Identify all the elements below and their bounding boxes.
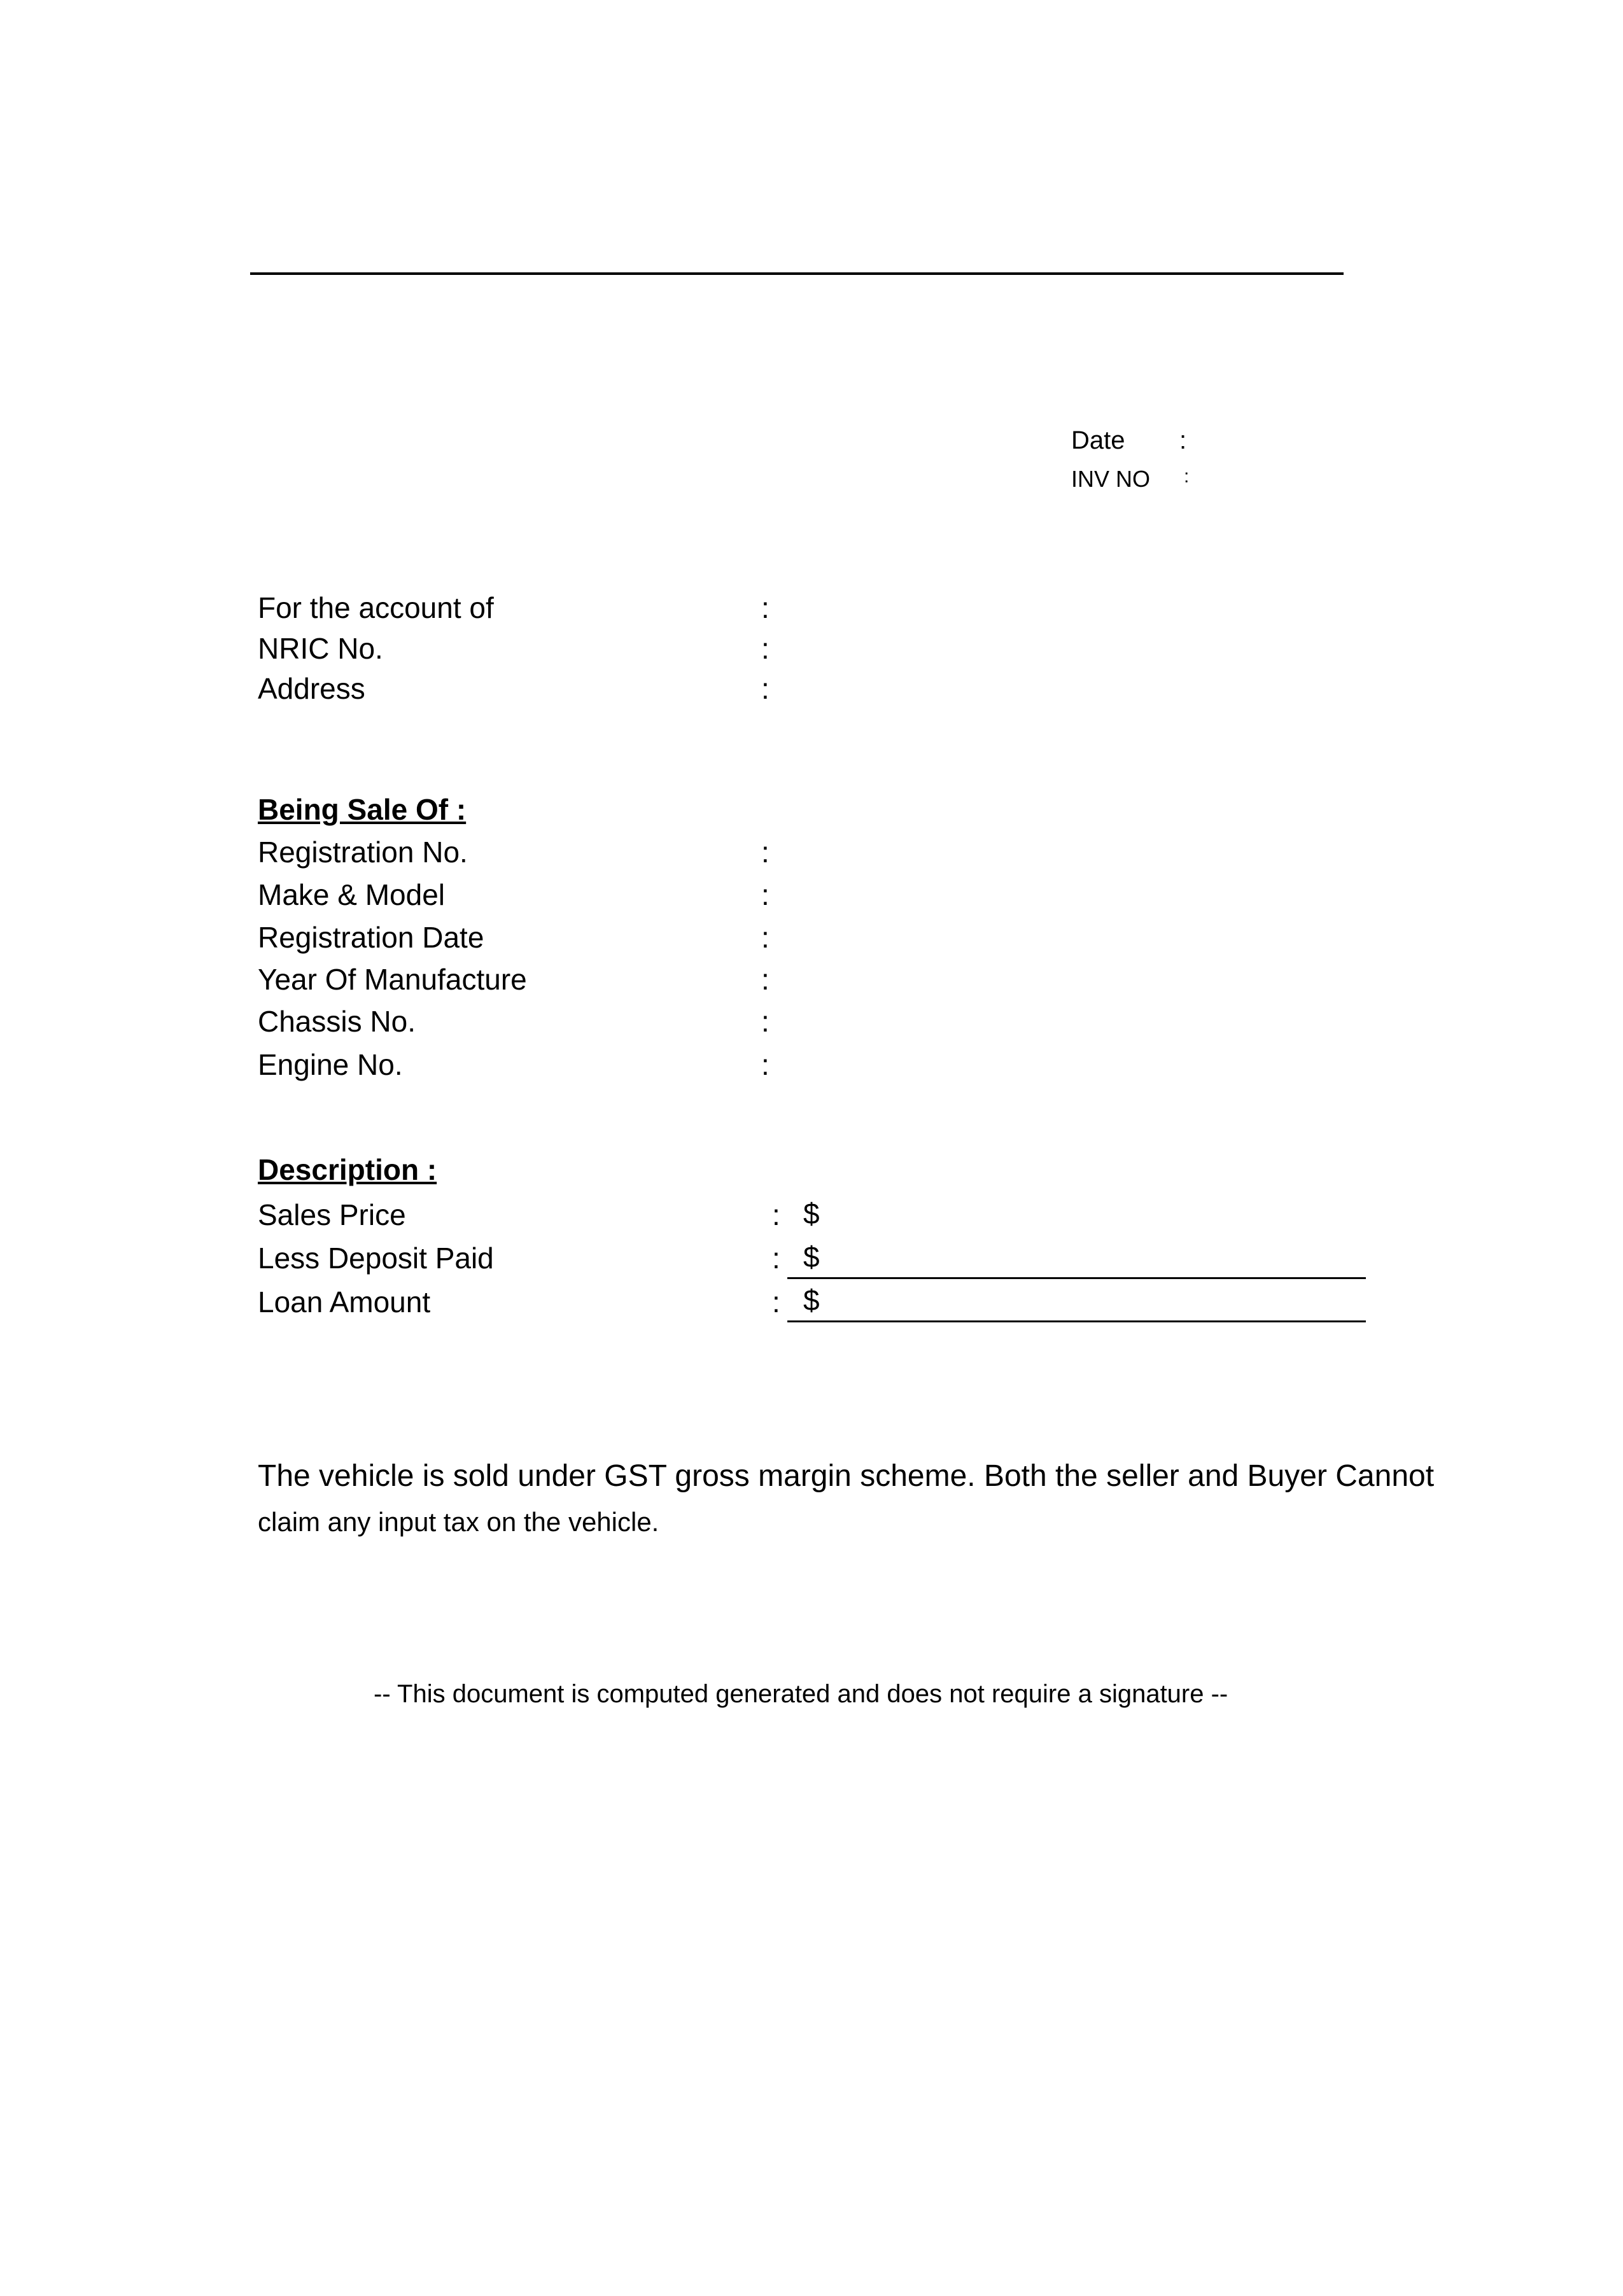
account-label: For the account of	[258, 591, 494, 624]
deposit-underline	[787, 1277, 1366, 1279]
make-model-colon: :	[761, 878, 769, 911]
registration-date-label: Registration Date	[258, 921, 484, 954]
loan-amount-currency: $	[803, 1284, 820, 1317]
loan-amount-label: Loan Amount	[258, 1285, 431, 1319]
loan-amount-colon: :	[772, 1285, 780, 1319]
deposit-currency: $	[803, 1240, 820, 1273]
chassis-no-colon: :	[761, 1005, 769, 1038]
sale-heading: Being Sale Of :	[258, 793, 467, 826]
inv-no-colon: :	[1184, 466, 1190, 487]
engine-no-label: Engine No.	[258, 1048, 403, 1081]
engine-no-colon: :	[761, 1048, 769, 1081]
date-colon: :	[1179, 426, 1187, 454]
nric-label: NRIC No.	[258, 632, 383, 665]
registration-no-colon: :	[761, 836, 769, 869]
deposit-label: Less Deposit Paid	[258, 1242, 494, 1275]
loan-amount-underline	[787, 1320, 1366, 1322]
deposit-colon: :	[772, 1242, 780, 1275]
account-colon: :	[761, 591, 769, 624]
sales-price-label: Sales Price	[258, 1198, 406, 1231]
address-colon: :	[761, 672, 769, 705]
address-label: Address	[258, 672, 365, 705]
description-heading: Description :	[258, 1153, 437, 1186]
year-of-manufacture-label: Year Of Manufacture	[258, 963, 527, 996]
chassis-no-label: Chassis No.	[258, 1005, 416, 1038]
gst-note-line1: The vehicle is sold under GST gross margin scheme. Both the seller and Buyer Cannot	[258, 1459, 1435, 1493]
inv-no-label: INV NO	[1071, 466, 1151, 492]
nric-colon: :	[761, 632, 769, 665]
sales-price-currency: $	[803, 1197, 820, 1230]
registration-no-label: Registration No.	[258, 836, 468, 869]
sales-price-colon: :	[772, 1198, 780, 1231]
year-of-manufacture-colon: :	[761, 963, 769, 996]
gst-note-line2: claim any input tax on the vehicle.	[258, 1507, 659, 1537]
registration-date-colon: :	[761, 921, 769, 954]
top-divider	[250, 272, 1344, 275]
date-label: Date	[1071, 426, 1125, 454]
footer-note: -- This document is computed generated and does not require a signature --	[374, 1680, 1228, 1708]
make-model-label: Make & Model	[258, 878, 446, 911]
